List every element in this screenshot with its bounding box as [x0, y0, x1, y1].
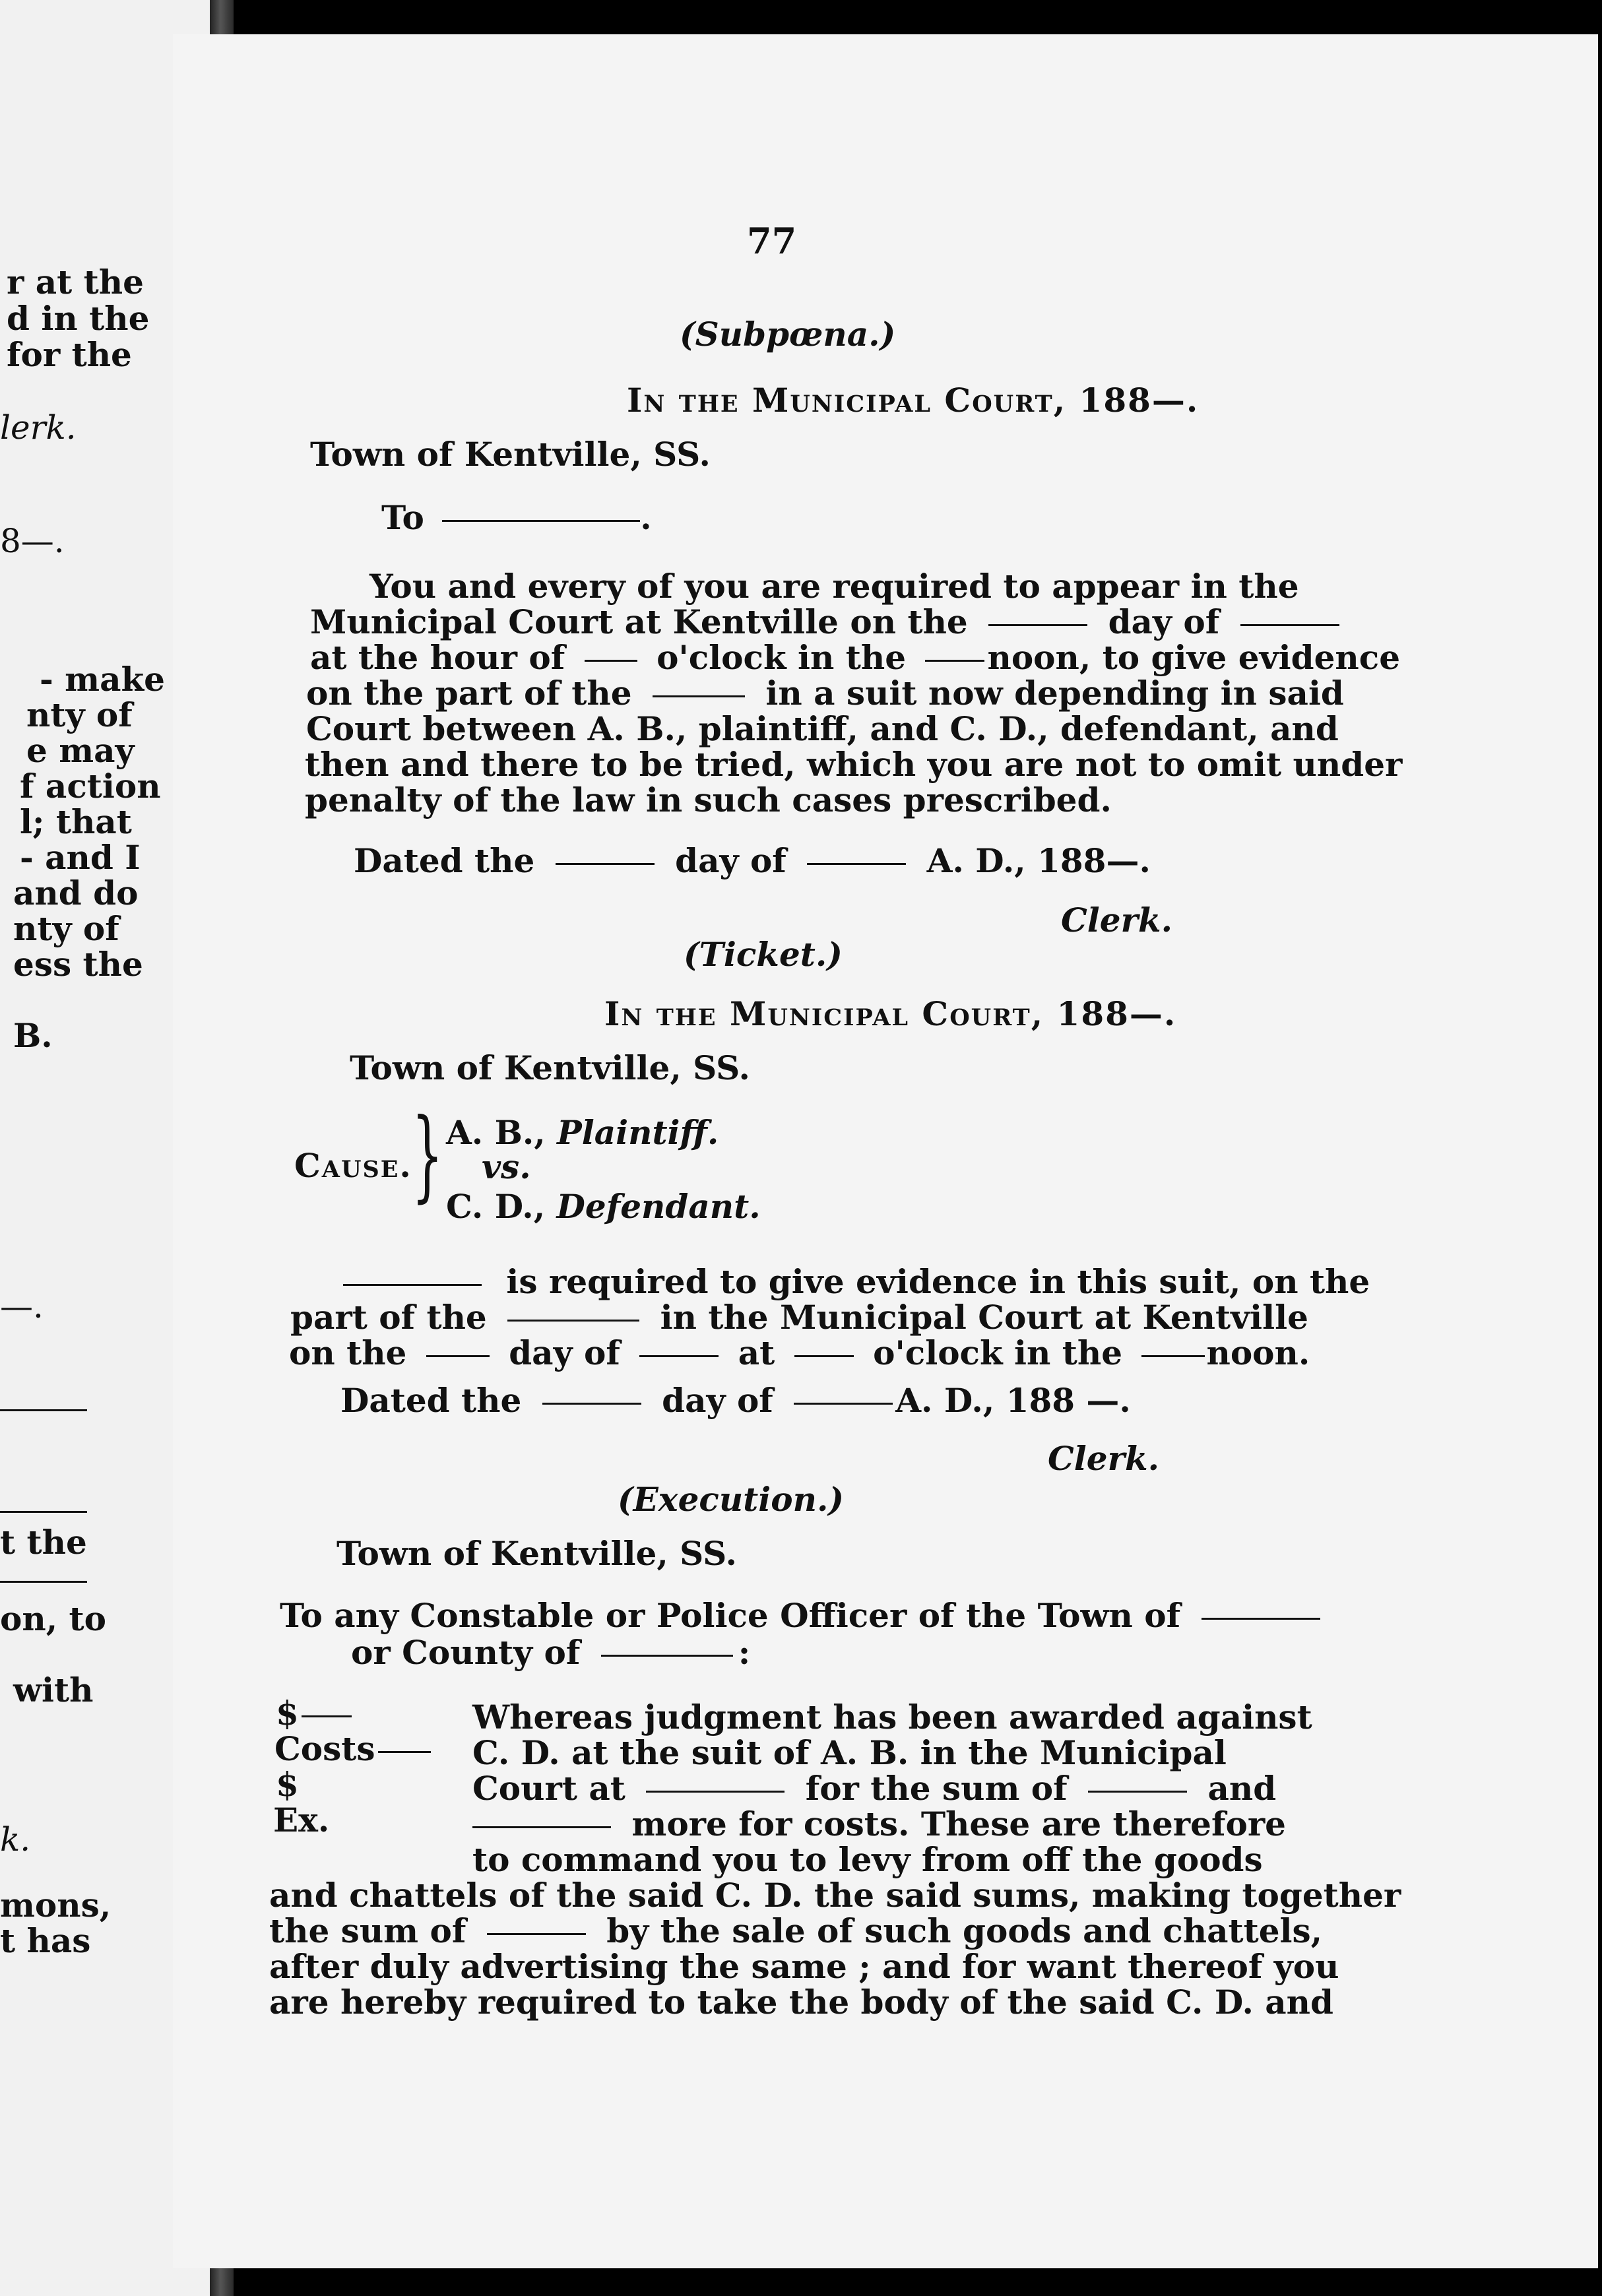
text-run: day of: [662, 1381, 773, 1420]
subpoena-line: [306, 674, 1344, 713]
text-run: the sum of: [269, 1911, 466, 1950]
cause-plaintiff: [446, 1114, 719, 1152]
ticket-line: [343, 1263, 1370, 1301]
text-run: at the hour of: [310, 638, 565, 677]
text-run: Court at: [472, 1769, 625, 1808]
execution-line: [269, 1912, 1322, 1950]
blank-rule: [1088, 1791, 1187, 1793]
execution-line: and chattels of the said C. D. the said sums, making together: [269, 1876, 1401, 1915]
text-run: o'clock in the: [657, 638, 907, 677]
blank-rule: [426, 1355, 490, 1357]
left-edge-line: —.: [0, 1287, 44, 1325]
execution-line: are hereby required to take the body of the said C. D. and: [269, 1983, 1333, 2022]
left-edge-line: e may: [26, 731, 135, 770]
execution-heading: (Execution.): [618, 1480, 845, 1519]
left-edge-line: lerk.: [0, 408, 77, 447]
page-number: 77: [747, 220, 797, 262]
blank-rule: [601, 1655, 733, 1657]
text-run: Municipal Court at Kentville on the: [310, 602, 968, 641]
left-edge-line: - make: [40, 660, 165, 699]
blank-rule: [302, 1715, 352, 1717]
cause-vs: vs.: [482, 1147, 531, 1186]
blank-rule: [925, 660, 984, 662]
text-run: on the part of the: [306, 674, 632, 713]
text-run: day of: [509, 1333, 620, 1372]
margin-amount: [276, 1694, 352, 1733]
text-run: A. D., 188 —.: [895, 1381, 1131, 1420]
execution-line: [472, 1805, 1286, 1843]
blank-rule: [378, 1751, 431, 1753]
ticket-heading: (Ticket.): [684, 935, 843, 974]
blank-rule: [794, 1355, 854, 1357]
margin-ex: Ex.: [273, 1801, 330, 1839]
left-edge-line: l; that: [20, 802, 132, 841]
text-run: is required to give evidence in this suit, on the: [506, 1262, 1370, 1301]
blank-rule: [794, 1403, 893, 1405]
left-edge-line: with: [13, 1671, 94, 1709]
text-run: A. D., 188—.: [926, 841, 1151, 880]
blank-rule: [639, 1355, 719, 1357]
margin-total: $: [276, 1765, 299, 1804]
text-run: more for costs. These are therefore: [631, 1804, 1286, 1843]
subpoena-court-line: In the Municipal Court, 188—.: [627, 381, 1200, 420]
subpoena-town: Town of Kentville, SS.: [310, 435, 711, 474]
text-run: day of: [1108, 602, 1220, 641]
left-edge-line: k.: [0, 1820, 31, 1859]
text-run: in the Municipal Court at Kentville: [660, 1298, 1308, 1337]
blank-rule: [343, 1284, 482, 1286]
ticket-line: [289, 1334, 1310, 1372]
text-run: noon, to give evidence: [987, 638, 1401, 677]
execution-line: Whereas judgment has been awarded against: [472, 1698, 1312, 1737]
margin-costs: [274, 1730, 431, 1768]
left-edge-line: mons,: [0, 1886, 112, 1925]
ticket-dated-line: [340, 1382, 1131, 1420]
left-edge-line: 8—.: [0, 522, 65, 560]
blank-rule: [472, 1826, 611, 1828]
execution-county-line: [351, 1634, 750, 1672]
blank-rule: [507, 1320, 639, 1322]
text-run: o'clock in the: [873, 1333, 1123, 1372]
text-run: :: [738, 1633, 751, 1672]
left-edge-rule: [0, 1511, 87, 1513]
left-edge-line: B.: [13, 1016, 53, 1055]
blank-rule: [1141, 1355, 1205, 1357]
subpoena-line: penalty of the law in such cases prescribed.: [305, 781, 1112, 819]
left-edge-line: ess the: [13, 945, 143, 984]
blank-rule: [487, 1933, 586, 1935]
plaintiff-name: A. B.,: [446, 1113, 546, 1152]
execution-line: [472, 1770, 1276, 1808]
subpoena-dated-line: [354, 842, 1151, 880]
text-run: noon.: [1206, 1333, 1310, 1372]
text-run: for the sum of: [805, 1769, 1068, 1808]
left-edge-line: nty of: [26, 695, 133, 734]
blank-rule: [442, 520, 640, 522]
subpoena-line: You and every of you are required to appear in the: [369, 567, 1299, 606]
text-run: To any Constable or Police Officer of the Town of: [280, 1596, 1181, 1635]
left-edge-line: on, to: [0, 1599, 106, 1638]
brace-glyph: }: [411, 1098, 443, 1213]
text-run: or County of: [351, 1633, 581, 1672]
subpoena-line: [310, 603, 1339, 641]
text-run: day of: [675, 841, 786, 880]
subpoena-line: [310, 639, 1400, 677]
left-edge-line: for the: [7, 335, 132, 374]
defendant-name: C. D.,: [446, 1187, 546, 1226]
blank-rule: [542, 1403, 641, 1405]
left-edge-line: t the: [0, 1523, 87, 1562]
subpoena-line: then and there to be tried, which you are not to omit under: [305, 745, 1403, 784]
execution-town: Town of Kentville, SS.: [336, 1534, 737, 1573]
left-edge-rule: [0, 1581, 87, 1583]
left-edge-line: f action: [20, 767, 161, 806]
dollar-sign: $: [276, 1694, 299, 1733]
plaintiff-role: Plaintiff.: [557, 1113, 719, 1152]
left-edge-line: and do: [13, 874, 139, 912]
blank-rule: [646, 1791, 785, 1793]
left-edge-line: nty of: [13, 909, 119, 948]
blank-rule: [1202, 1618, 1320, 1620]
cause-defendant: [446, 1188, 761, 1226]
text-run: and: [1207, 1769, 1277, 1808]
subpoena-to-label: To: [381, 498, 424, 537]
text-run: at: [738, 1333, 775, 1372]
left-edge-rule: [0, 1409, 87, 1411]
left-edge-line: t has: [0, 1921, 91, 1960]
cause-label: Cause.: [294, 1146, 412, 1185]
subpoena-line: Court between A. B., plaintiff, and C. D., defendant, and: [306, 709, 1339, 748]
text-run: in a suit now depending in said: [765, 674, 1344, 713]
execution-to-line: [280, 1597, 1320, 1635]
execution-line: C. D. at the suit of A. B. in the Municipal: [472, 1733, 1227, 1772]
blank-rule: [556, 863, 655, 865]
text-run: Dated the: [340, 1381, 522, 1420]
text-run: by the sale of such goods and chattels,: [606, 1911, 1323, 1950]
blank-rule: [1240, 624, 1339, 626]
blank-rule: [807, 863, 906, 865]
ticket-town: Town of Kentville, SS.: [350, 1048, 750, 1087]
blank-rule: [653, 695, 745, 697]
subpoena-clerk: Clerk.: [1061, 901, 1172, 940]
execution-line: after duly advertising the same ; and for want thereof you: [269, 1947, 1339, 1986]
costs-label: Costs: [274, 1729, 375, 1768]
left-edge-line: d in the: [7, 299, 150, 338]
ticket-line: [290, 1298, 1308, 1337]
text-run: on the: [289, 1333, 407, 1372]
defendant-role: Defendant.: [556, 1187, 761, 1226]
subpoena-heading: (Subpœna.): [680, 315, 896, 354]
left-edge-line: - and I: [20, 838, 141, 877]
blank-rule: [988, 624, 1087, 626]
left-edge-line: r at the: [7, 263, 144, 302]
ticket-court-line: In the Municipal Court, 188—.: [604, 994, 1177, 1033]
ticket-clerk: Clerk.: [1048, 1439, 1159, 1478]
subpoena-to-line: To .: [381, 498, 652, 537]
execution-line: to command you to levy from off the goods: [472, 1840, 1263, 1879]
blank-rule: [585, 660, 637, 662]
text-run: Dated the: [354, 841, 535, 880]
text-run: part of the: [290, 1298, 487, 1337]
